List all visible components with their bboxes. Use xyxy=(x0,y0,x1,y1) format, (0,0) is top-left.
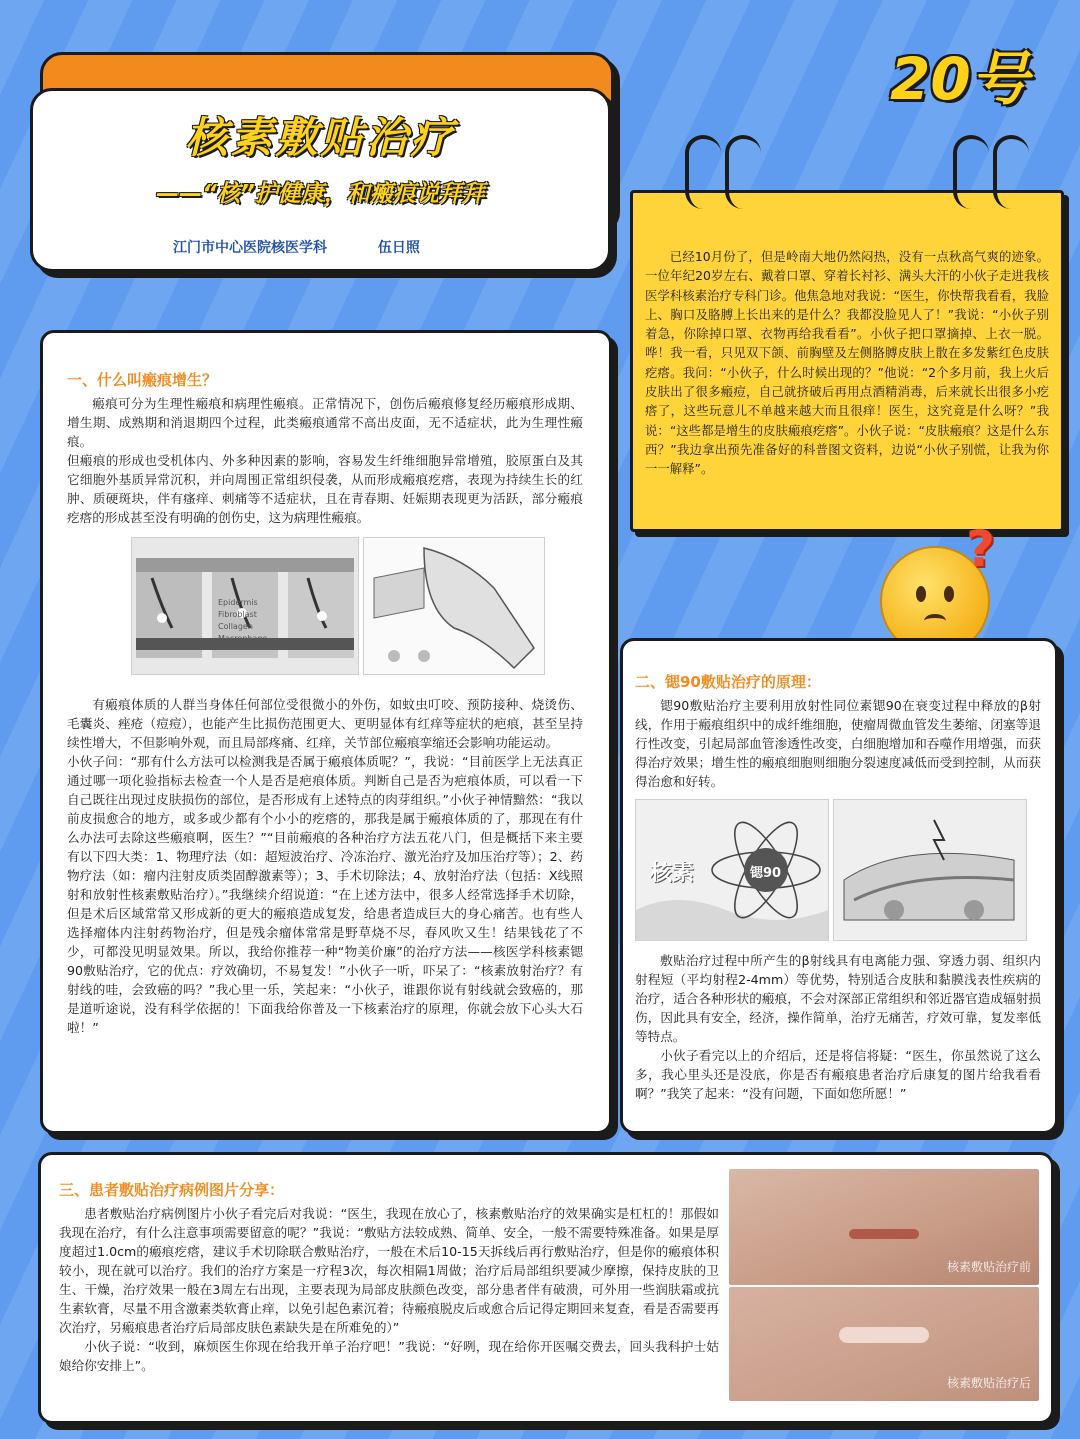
section2-paragraph: 锶90敷贴治疗主要利用放射性同位素锶90在衰变过程中释放的β射线，作用于瘢痕组织中的成纤维细胞，使瘤周微血管发生萎缩、闭塞等退行性改变，引起局部血管渗透性改变，白细胞增加和吞噬作用增强，而获得治疗效果；增生性的瘢痕细胞则细胞分裂速度减低而受到控制，从而获得治愈和好转。 xyxy=(635,698,1041,789)
section3-paragraph: 患者敷贴治疗病例图片小伙子看完后对我说：“医生，我现在放心了，核素敷贴治疗的效果确实是杠杠的！那假如我现在治疗，有什么注意事项需要留意的呢？”我说：“敷贴方法较成熟、简单、安全，一般不需要特殊准备。如果是厚度超过1.0cm的瘢痕疙瘩，建议手术切除联合敷贴治疗，一般在术后10-15天拆线后再行敷贴治疗，但是你的瘢痕体积较小，现在就可以治疗。我们的治疗方案是一疗程3次，每次相隔1周做；治疗后局部组织要减少摩擦，保持皮肤的卫生、干燥，治疗效果一般在3周左右出现，主要表现为局部皮肤颜色改变，部分患者伴有破溃，可外用一些润肤霜或抗生素软膏，尽量不用含激素类软膏止痒，以免引起色素沉着；待瘢痕脱皮后或愈合后记得定期回来复查，看是否需要再次治疗，另瘢痕患者治疗后局部皮肤色素缺失是在所难免的）” xyxy=(59,1206,719,1335)
section2-title: 二、锶90敷贴治疗的原理： xyxy=(635,673,821,691)
spiral-ring-icon xyxy=(685,135,721,209)
case-photo-after xyxy=(729,1287,1039,1401)
nuclide-label: 核素 xyxy=(650,861,695,886)
page-title: 核素敷贴治疗 xyxy=(185,113,456,162)
section1-paragraph: 小伙子问：“那有什么方法可以检测我是否属于瘢痕体质呢？”，我说：“目前医学上无法真正通过哪一项化验指标去检查一个人是否是疤痕体质。判断自己是否为疤痕体质，可以看一下自己既往出现过皮肤损伤的部位，是否形成有上述特点的肉芽组织。”小伙子神情黯然：“我以前皮损愈合的地方，或多或少都有个小小的疙瘩的，那我是属于瘢痕体质的了，那现在有什么办法可去除这些瘢痕啊，医生？”“目前瘢痕的各种治疗方法五花八门，但是概括下来主要有以下四大类：1、物理疗法（如：超短波治疗、冷冻治疗、激光治疗及加压治疗等）；2、药物疗法（如：瘤内注射皮质类固醇激素等）；3、手术切除法；4、放射治疗法（包括：X线照射和放射性核素敷贴治疗）。”我继续介绍说道：“在上述方法中，很多人经常选择手术切除，但是术后区域常常又形成新的更大的瘢痕造成复发，给患者造成巨大的身心痛苦。也有些人选择瘤体内注射药物治疗，但是残余瘤体常常是野草烧不尽，春风吹又生！结果钱花了不少，可都没见明显效果。所以，我给你推荐一种“物美价廉”的治疗方法——核医学科核素锶90敷贴治疗，它的优点：疗效确切，不易复发！”小伙子一听，吓呆了：“核素放射治疗？有射线的哇，会致癌的吗？”我心里一乐，笑起来：“小伙子，谁跟你说有射线就会致癌的，那是道听途说，没有科学依据的！下面我给你普及一下核素治疗的原理，你就会放下心头大石啦！” xyxy=(67,754,583,1035)
skin-layers-diagram xyxy=(131,537,359,675)
figure-label: Fibroblast xyxy=(218,610,257,619)
question-mark-icon: ? xyxy=(966,520,996,578)
header-card xyxy=(30,88,611,272)
case-photo-label: 核素敷贴治疗前 xyxy=(946,1260,1031,1274)
case-photo-label: 核素敷贴治疗后 xyxy=(946,1376,1031,1390)
figure-label: Collagen xyxy=(218,622,253,631)
section1-paragraph: 但瘢痕的形成也受机体内、外多种因素的影响，容易发生纤维细胞异常增殖，胶原蛋白及其它细胞外基质异常沉积，并向周围正常组织侵袭，从而形成瘢痕疙瘩，表现为持续生长的红肿、质硬斑块，伴有瘙痒、刺痛等不适症状，且在青春期、妊娠期表现更为活跃，部分瘢痕疙瘩的形成甚至没有明确的创伤史，这为病理性瘢痕。 xyxy=(67,453,583,525)
page-subtitle: ——“核”护健康，和瘢痕说拜拜 xyxy=(156,181,485,207)
sr90-label: 锶90 xyxy=(750,866,782,881)
nuclide-atom-diagram xyxy=(635,799,829,941)
section3-title: 三、患者敷贴治疗病例图片分享： xyxy=(59,1181,285,1199)
author-name: 伍日照 xyxy=(377,240,420,256)
section2-paragraph: 敷贴治疗过程中所产生的β射线具有电离能力强、穿透力弱、组织内射程短（平均射程2-4mm）等优势，特别适合皮肤和黏膜浅表性疾病的治疗，适合各种形状的瘢痕，不会对深部正常组织和邻近器官造成辐射损伤，因此具有安全，经济，操作简单，治疗无痛苦，疗效可靠，复发率低等特点。 xyxy=(635,953,1041,1044)
spiral-ring-icon xyxy=(993,135,1029,209)
section1-paragraph: 有瘢痕体质的人群当身体任何部位受很微小的外伤，如蚊虫叮咬、预防接种、烧烫伤、毛囊炎、痤疮（痘痘），也能产生比损伤范围更大、更明显体有红痒等症状的疤痕，甚至呈持续性增大，不但影响外观，而且局部疼痛、红痒，关节部位瘢痕挛缩还会影响功能运动。 xyxy=(67,697,583,750)
intro-text: 已经10月份了，但是岭南大地仍然闷热，没有一点秋高气爽的迹象。一位年纪20岁左右、戴着口罩、穿着长衬衫、满头大汗的小伙子走进我核医学科核素治疗专科门诊。他焦急地对我说：“医生，你快帮我看看，我脸上、胸口及胳膊上长出来的是什么？我都没脸见人了！”我说：“小伙子别着急，你除掉口罩、衣物再给我看看”。小伙子把口罩摘掉、上衣一脱。哗！我一看，只见双下颌、前胸壁及左侧胳膊皮肤上散在多发紫红色皮肤疙瘩。我问：“小伙子，什么时候出现的？”他说：“2个多月前，我上火后皮肤出了很多瘢痘，自己就挤破后再用点酒精消毒，后来就长出很多小疙瘩了，这些玩意儿不单越来越大而且很痒！医生，这究竟是什么呀？”我说：“这些都是增生的皮肤瘢痕疙瘩”。小伙子说：“皮肤瘢痕？这是什么东西？”我边拿出预先准备好的科普图文资料，边说“小伙子别慌，让我为你一一解释”。 xyxy=(645,249,1049,477)
department-name: 江门市中心医院核医学科 xyxy=(173,240,327,256)
section-case-sharing xyxy=(38,1152,1054,1424)
arm-injury-illustration xyxy=(363,537,545,675)
issue-number: 20号 xyxy=(890,45,1029,113)
spiral-ring-icon xyxy=(953,135,989,209)
figure-label: Epidermis xyxy=(218,598,258,607)
author-line xyxy=(173,237,466,257)
section-scar-hyperplasia xyxy=(40,330,612,1134)
case-photo-before xyxy=(729,1169,1039,1285)
figure-label: Macrophage xyxy=(218,634,268,643)
sr90-figure-row xyxy=(635,799,1041,945)
section1-paragraph: 瘢痕可分为生理性瘢痕和病理性瘢痕。正常情况下，创伤后瘢痕修复经历瘢痕形成期、增生期、成熟期和消退期四个过程，此类瘢痕通常不高出皮面，无不适症状，此为生理性瘢痕。 xyxy=(67,396,583,449)
intro-note-card xyxy=(630,190,1064,532)
section2-paragraph: 小伙子看完以上的介绍后，还是将信将疑：“医生，你虽然说了这么多，我心里头还是没底，你是否有瘢痕患者治疗后康复的图片给我看看啊？”我笑了起来：“没有问题，下面如您所愿！” xyxy=(635,1048,1041,1101)
section1-title: 一、什么叫瘢痕增生？ xyxy=(67,371,218,389)
spiral-ring-icon xyxy=(725,135,761,209)
scar-figure-row xyxy=(67,537,583,687)
skin-absorption-diagram xyxy=(833,799,1027,941)
section-sr90-principle xyxy=(620,638,1058,1134)
section3-paragraph: 小伙子说：“收到，麻烦医生你现在给我开单子治疗吧！”我说：“好咧，现在给你开医嘱交费去，回头我科护士姑娘给你安排上”。 xyxy=(59,1339,719,1373)
